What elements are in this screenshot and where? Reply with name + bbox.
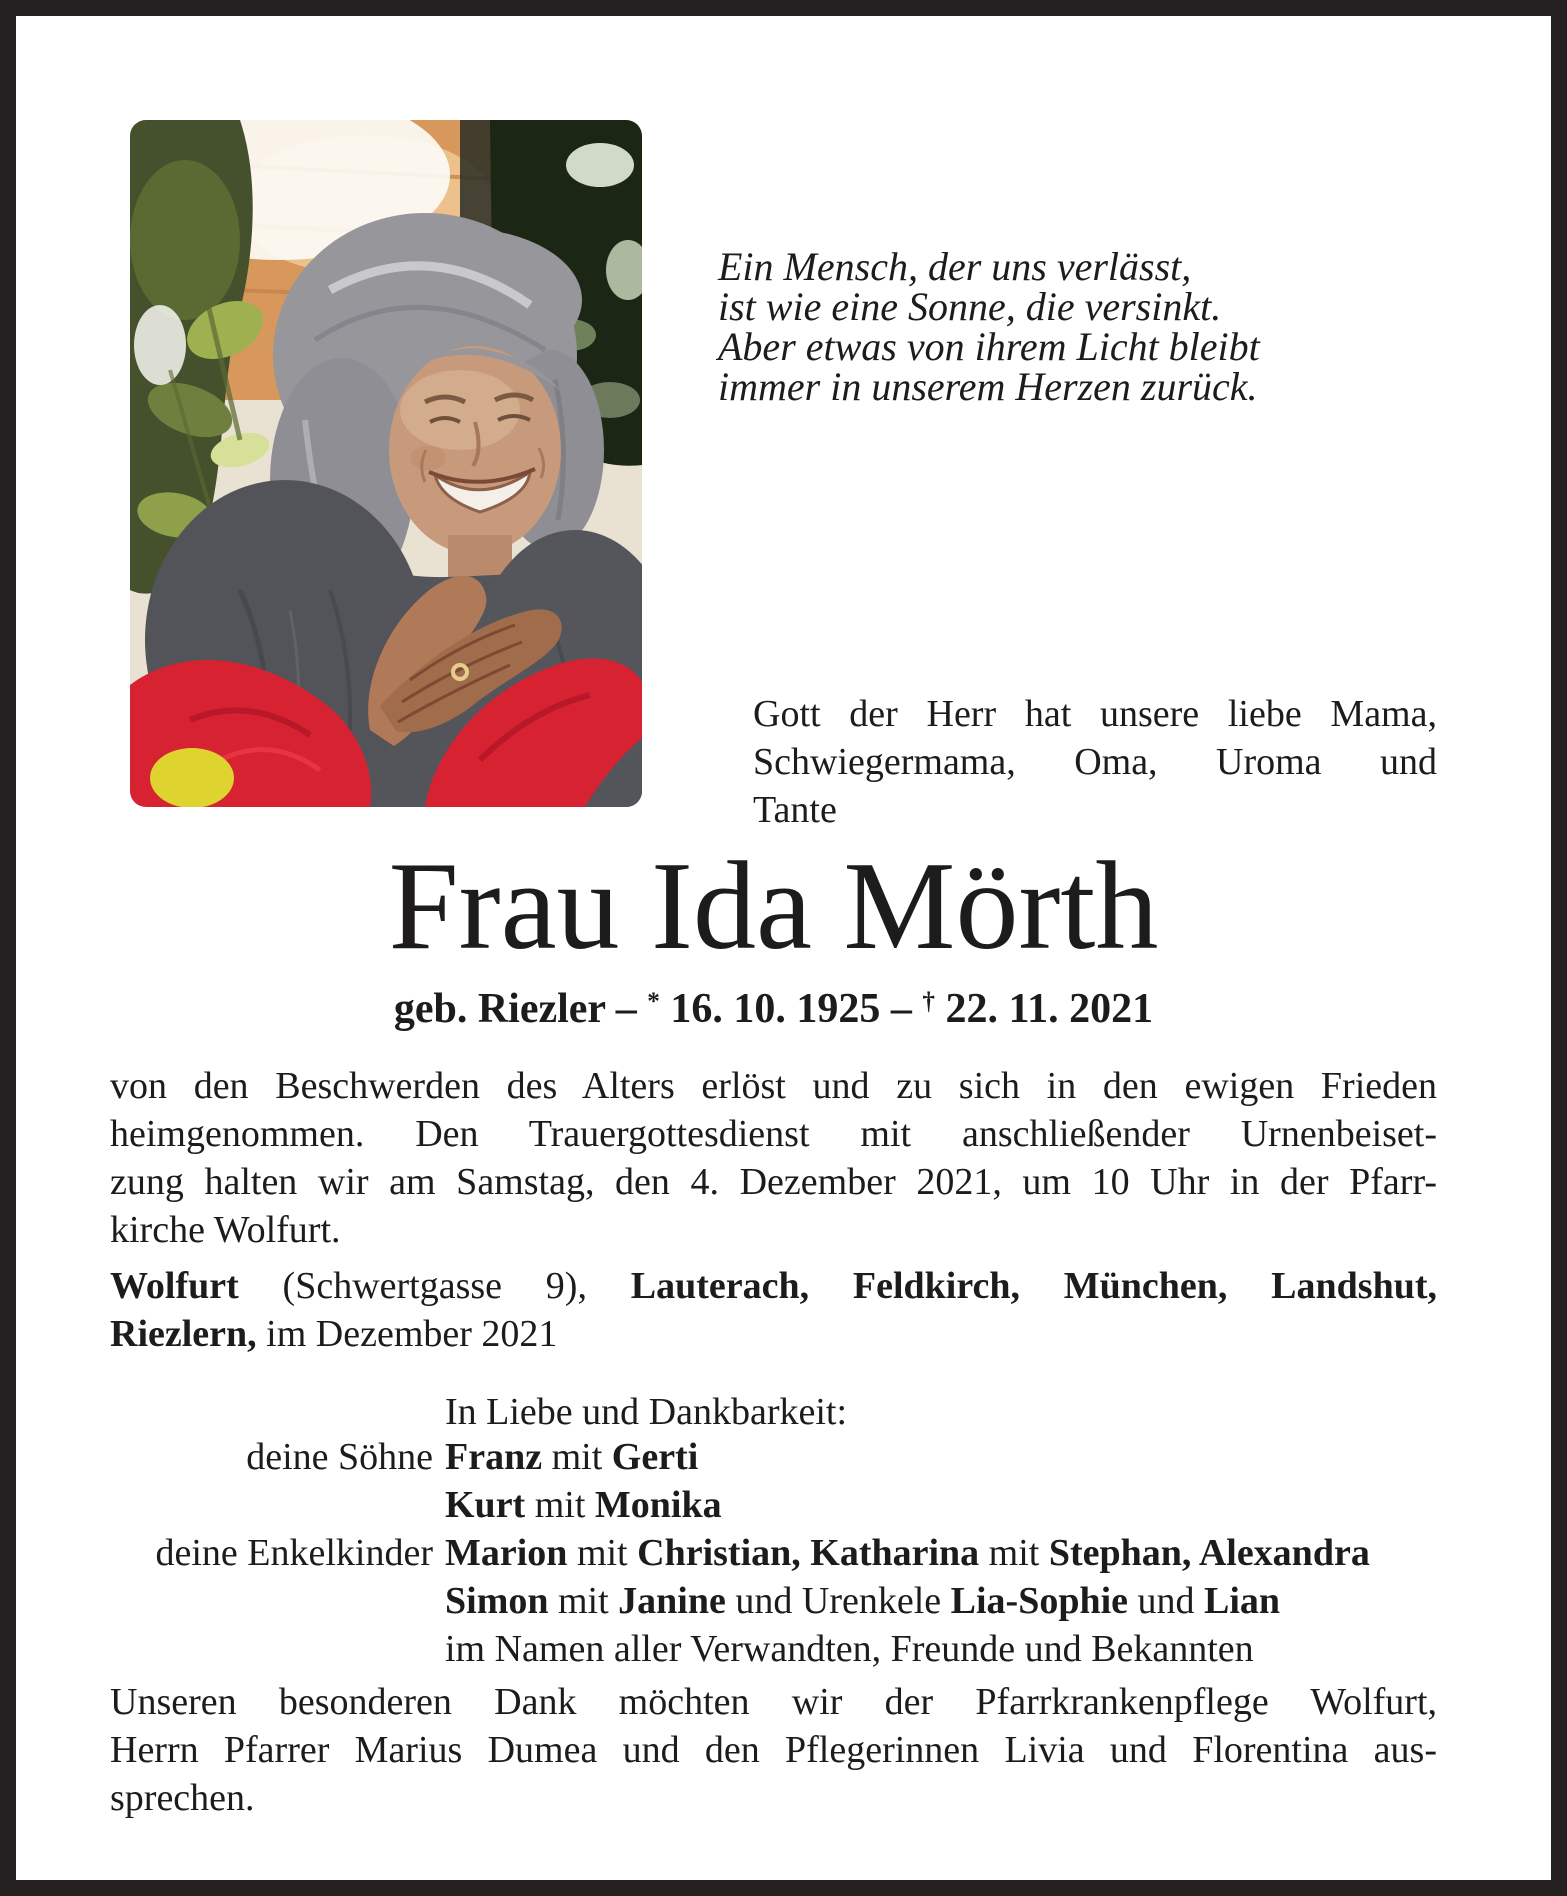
text-line: Gott der Herr hat unsere liebe Mama, bbox=[753, 693, 1437, 735]
portrait-photo-art bbox=[130, 120, 642, 807]
family-row bbox=[110, 1577, 1510, 1625]
text-line: ist wie eine Sonne, die versinkt. bbox=[718, 284, 1222, 329]
family-list bbox=[110, 1433, 1510, 1673]
text-line: Herrn Pfarrer Marius Dumea und den Pflegerinnen Livia und Florentina aus- bbox=[110, 1729, 1437, 1771]
text-line: Riezlern, im Dezember 2021 bbox=[110, 1313, 558, 1355]
announcement-paragraph bbox=[110, 1062, 1437, 1254]
family-names-line: Marion mit Christian, Katharina mit Stephan, Alexandra bbox=[445, 1532, 1370, 1574]
text-line: kirche Wolfurt. bbox=[110, 1209, 341, 1251]
family-names-line: Simon mit Janine und Urenkele Lia-Sophie und Lian bbox=[445, 1580, 1281, 1622]
text-line: Ein Mensch, der uns verlässt, bbox=[718, 244, 1192, 289]
places-line bbox=[110, 1262, 1437, 1358]
memorial-verse bbox=[718, 244, 1418, 409]
text-line: Schwiegermama, Oma, Uroma und bbox=[753, 741, 1437, 783]
deceased-name: Frau Ida Mörth bbox=[388, 837, 1159, 976]
text-line: von den Beschwerden des Alters erlöst und zu sich in den ewigen Frieden bbox=[110, 1065, 1437, 1107]
text-line: sprechen. bbox=[110, 1777, 255, 1819]
portrait-photo bbox=[130, 120, 642, 807]
closing-heading: In Liebe und Dankbarkeit: bbox=[445, 1391, 848, 1433]
family-row bbox=[110, 1625, 1510, 1673]
family-names-line: im Namen aller Verwandten, Freunde und Bekannten bbox=[445, 1628, 1254, 1670]
family-row bbox=[110, 1481, 1510, 1529]
thanks-paragraph bbox=[110, 1678, 1437, 1822]
family-names-line: Franz mit Gerti bbox=[445, 1436, 699, 1478]
text-line: heimgenommen. Den Trauergottesdienst mit anschließender Urnenbeiset- bbox=[110, 1113, 1437, 1155]
birth-death-line: geb. Riezler – * 16. 10. 1925 – † 22. 11. 2021 bbox=[393, 986, 1154, 1033]
text-line: zung halten wir am Samstag, den 4. Dezember 2021, um 10 Uhr in der Pfarr- bbox=[110, 1161, 1437, 1203]
family-role-label: deine Enkelkinder bbox=[155, 1532, 433, 1574]
family-names-line: Kurt mit Monika bbox=[445, 1484, 722, 1526]
intro-paragraph bbox=[753, 690, 1437, 834]
family-row bbox=[110, 1529, 1510, 1577]
text-line: Tante bbox=[753, 789, 837, 831]
family-row bbox=[110, 1433, 1510, 1481]
text-line: Wolfurt (Schwertgasse 9), Lauterach, Feldkirch, München, Landshut, bbox=[110, 1265, 1438, 1307]
text-line: Aber etwas von ihrem Licht bleibt bbox=[718, 324, 1260, 369]
family-role-label: deine Söhne bbox=[246, 1436, 433, 1478]
text-line: Unseren besonderen Dank möchten wir der Pfarrkrankenpflege Wolfurt, bbox=[110, 1681, 1437, 1723]
text-line: immer in unserem Herzen zurück. bbox=[718, 364, 1258, 409]
